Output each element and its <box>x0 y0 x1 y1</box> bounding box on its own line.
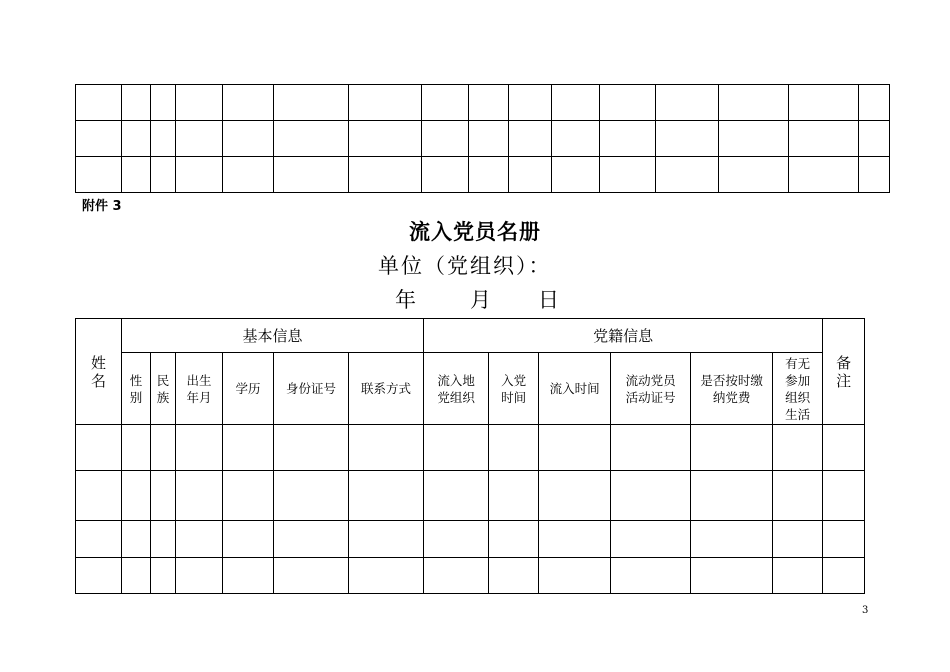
table-row <box>76 157 890 193</box>
table-row <box>76 425 865 471</box>
table-row <box>76 558 865 594</box>
header-org-life: 有无参加组织生活 <box>773 353 823 425</box>
header-inflow-party-org: 流入地党组织 <box>424 353 489 425</box>
attachment-label: 附件 3 <box>82 199 122 214</box>
unit-line: 单位（党组织）： <box>378 254 552 278</box>
header-join-date: 入党时间 <box>489 353 539 425</box>
table-row <box>76 85 890 121</box>
subheader-row <box>76 353 865 425</box>
date-line <box>395 284 559 314</box>
table-row <box>76 471 865 521</box>
date-year-label: 年 <box>395 288 416 312</box>
date-month-label: 月 <box>470 288 491 312</box>
inflow-members-table <box>75 318 865 594</box>
previous-table-continuation <box>75 84 890 193</box>
document-title: 流入党员名册 <box>409 219 541 244</box>
header-birth-date: 出生年月 <box>176 353 223 425</box>
header-activity-cert: 流动党员活动证号 <box>611 353 691 425</box>
header-id-number: 身份证号 <box>274 353 349 425</box>
page-number: 3 <box>862 605 869 616</box>
header-ethnicity: 民族 <box>151 353 176 425</box>
header-contact: 联系方式 <box>349 353 424 425</box>
header-gender: 性别 <box>122 353 151 425</box>
header-row <box>76 319 865 353</box>
header-remarks: 备注 <box>823 319 865 425</box>
table-row <box>76 521 865 558</box>
header-party-info: 党籍信息 <box>424 319 823 353</box>
header-inflow-date: 流入时间 <box>539 353 611 425</box>
header-dues-paid: 是否按时缴纳党费 <box>691 353 773 425</box>
date-day-label: 日 <box>538 288 559 312</box>
header-education: 学历 <box>223 353 274 425</box>
table-row <box>76 121 890 157</box>
header-name: 姓名 <box>76 319 122 425</box>
header-basic-info: 基本信息 <box>122 319 424 353</box>
